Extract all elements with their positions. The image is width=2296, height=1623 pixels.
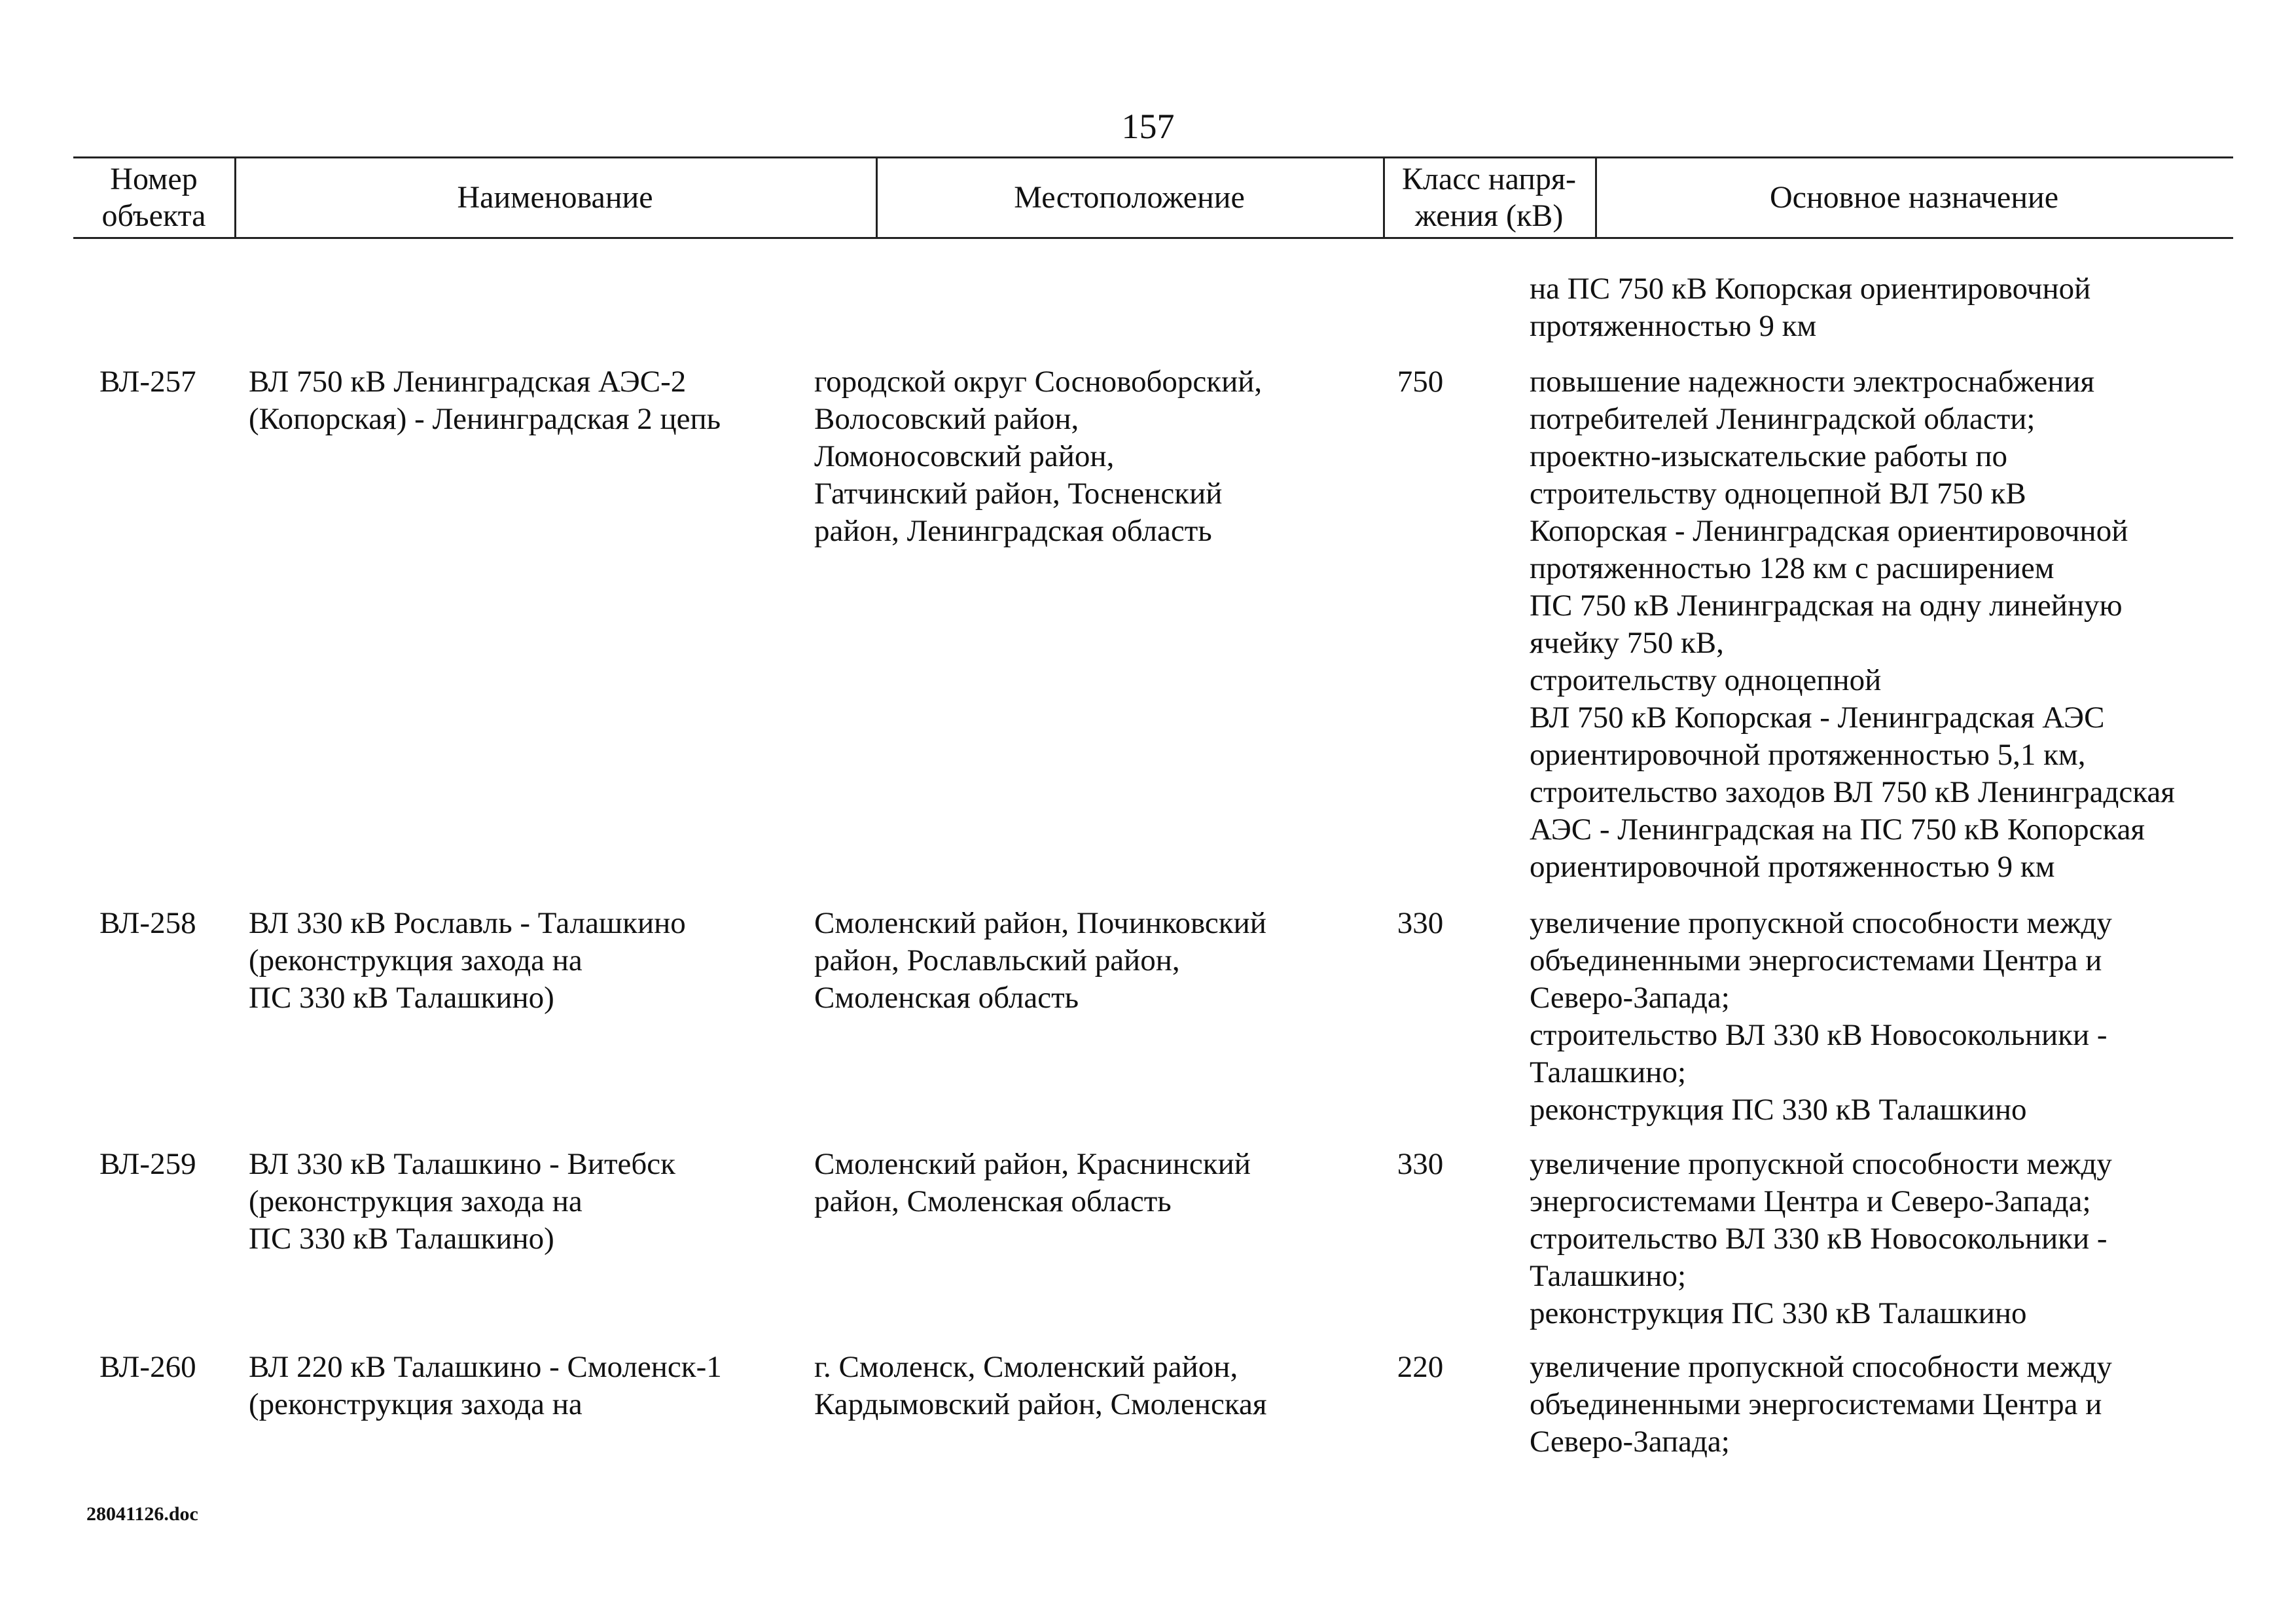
row-purpose: увеличение пропускной способности между объединенными энергосистемами Центра и Северо-Запада;: [1530, 1350, 2112, 1459]
row-purpose: увеличение пропускной способности между энергосистемами Центра и Северо-Запада; строительство ВЛ 330 кВ Новосокольники - Талашкино; реконструкция ПС 330 кВ Талашкино: [1530, 1147, 2112, 1330]
header-name: Наименование: [234, 158, 878, 237]
page-number: 157: [1121, 107, 1175, 146]
row-voltage: 220: [1397, 1350, 1444, 1384]
header-number: Номер объекта: [73, 158, 236, 237]
row-number: ВЛ-258: [99, 906, 196, 940]
table-header: [73, 156, 2233, 239]
row-name: ВЛ 330 кВ Рославль - Талашкино (реконструкция захода на ПС 330 кВ Талашкино): [249, 906, 686, 1015]
row-name: ВЛ 220 кВ Талашкино - Смоленск-1 (реконструкция захода на: [249, 1350, 722, 1421]
row-number: ВЛ-260: [99, 1350, 196, 1384]
header-location: Местоположение: [876, 158, 1385, 237]
row-number: ВЛ-257: [99, 365, 196, 399]
row-location: г. Смоленск, Смоленский район, Кардымовский район, Смоленская: [814, 1350, 1267, 1421]
continuation-text: на ПС 750 кВ Копорская ориентировочной протяженностью 9 км: [1530, 272, 2091, 343]
header-purpose: Основное назначение: [1769, 180, 2059, 215]
row-name: ВЛ 330 кВ Талашкино - Витебск (реконструкция захода на ПС 330 кВ Талашкино): [249, 1147, 675, 1256]
row-voltage: 330: [1397, 1147, 1444, 1181]
document-filename: 28041126.doc: [86, 1503, 198, 1525]
row-location: Смоленский район, Починковский район, Рославльский район, Смоленская область: [814, 906, 1266, 1015]
row-voltage: 330: [1397, 906, 1444, 940]
row-purpose: повышение надежности электроснабжения потребителей Ленинградской области; проектно-изыскательские работы по строительству одноцепной ВЛ 750 кВ Копорская - Ленинградская ориентировочной протяженностью 128 км с расширением ПС 750 кВ Ленинградская на одну линейную ячейку 750 кВ, строительству одноцепной ВЛ 750 кВ Копорская - Ленинградская АЭС ориентировочной протяженностью 5,1 км, строительство заходов ВЛ 750 кВ Ленинградская АЭС - Ленинградская на ПС 750 кВ Копорская ориентировочной протяженностью 9 км: [1530, 365, 2175, 884]
header-voltage-class: Класс напря- жения (кВ): [1383, 158, 1597, 237]
row-purpose: увеличение пропускной способности между объединенными энергосистемами Центра и Северо-Запада; строительство ВЛ 330 кВ Новосокольники - Талашкино; реконструкция ПС 330 кВ Талашкино: [1530, 906, 2112, 1127]
row-location: городской округ Сосновоборский, Волосовский район, Ломоносовский район, Гатчинский район, Тосненский район, Ленинградская область: [814, 365, 1263, 548]
row-name: ВЛ 750 кВ Ленинградская АЭС-2 (Копорская) - Ленинградская 2 цепь: [249, 365, 721, 436]
row-number: ВЛ-259: [99, 1147, 196, 1181]
row-location: Смоленский район, Краснинский район, Смоленская область: [814, 1147, 1251, 1218]
row-voltage: 750: [1397, 365, 1444, 399]
